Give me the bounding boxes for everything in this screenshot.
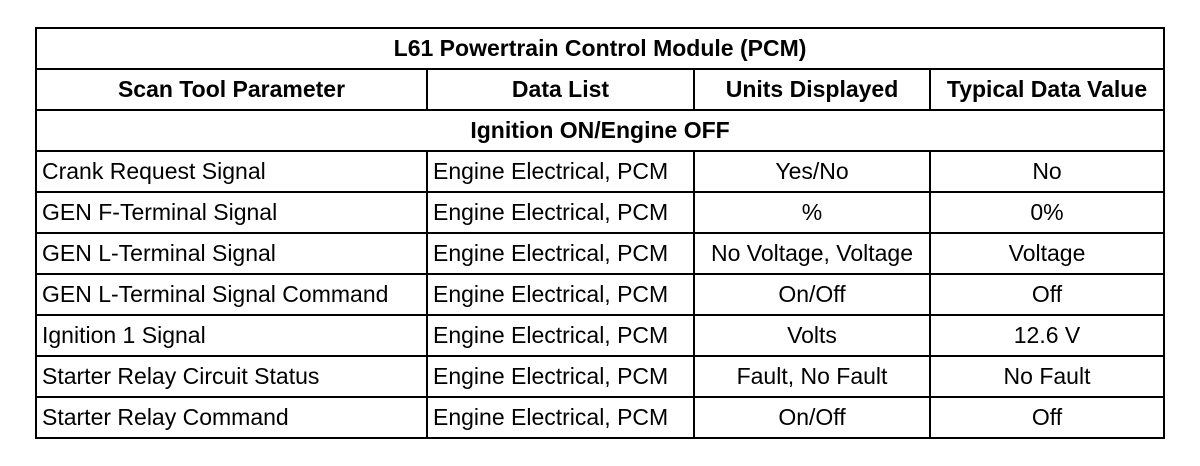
parameter-cell: Starter Relay Circuit Status (36, 356, 427, 397)
units-cell: No Voltage, Voltage (694, 233, 930, 274)
table-row (36, 274, 1164, 315)
units-cell: % (694, 192, 930, 233)
parameter-cell: GEN L-Terminal Signal (36, 233, 427, 274)
data-list-cell: Engine Electrical, PCM (427, 233, 694, 274)
parameter-table (35, 27, 1165, 439)
typical-value-cell: No Fault (930, 356, 1164, 397)
units-cell: On/Off (694, 397, 930, 438)
typical-value-cell: 0% (930, 192, 1164, 233)
typical-value-cell: Off (930, 397, 1164, 438)
header-data-list: Data List (427, 69, 694, 110)
table-title-row (36, 28, 1164, 69)
table-row (36, 315, 1164, 356)
data-list-cell: Engine Electrical, PCM (427, 315, 694, 356)
units-cell: On/Off (694, 274, 930, 315)
typical-value-cell: Voltage (930, 233, 1164, 274)
units-cell: Volts (694, 315, 930, 356)
header-units-displayed: Units Displayed (694, 69, 930, 110)
section-label: Ignition ON/Engine OFF (36, 110, 1164, 151)
section-row (36, 110, 1164, 151)
table-title: L61 Powertrain Control Module (PCM) (36, 28, 1164, 69)
units-cell: Fault, No Fault (694, 356, 930, 397)
units-cell: Yes/No (694, 151, 930, 192)
parameter-cell: Ignition 1 Signal (36, 315, 427, 356)
parameter-cell: GEN F-Terminal Signal (36, 192, 427, 233)
data-list-cell: Engine Electrical, PCM (427, 274, 694, 315)
data-list-cell: Engine Electrical, PCM (427, 192, 694, 233)
parameter-cell: GEN L-Terminal Signal Command (36, 274, 427, 315)
table-row (36, 233, 1164, 274)
typical-value-cell: Off (930, 274, 1164, 315)
typical-value-cell: No (930, 151, 1164, 192)
parameter-cell: Starter Relay Command (36, 397, 427, 438)
header-scan-tool-parameter: Scan Tool Parameter (36, 69, 427, 110)
header-row (36, 69, 1164, 110)
table-row (36, 151, 1164, 192)
data-list-cell: Engine Electrical, PCM (427, 397, 694, 438)
parameter-cell: Crank Request Signal (36, 151, 427, 192)
table-row (36, 192, 1164, 233)
data-list-cell: Engine Electrical, PCM (427, 151, 694, 192)
table-row (36, 397, 1164, 438)
table-row (36, 356, 1164, 397)
data-list-cell: Engine Electrical, PCM (427, 356, 694, 397)
header-typical-data-value: Typical Data Value (930, 69, 1164, 110)
typical-value-cell: 12.6 V (930, 315, 1164, 356)
